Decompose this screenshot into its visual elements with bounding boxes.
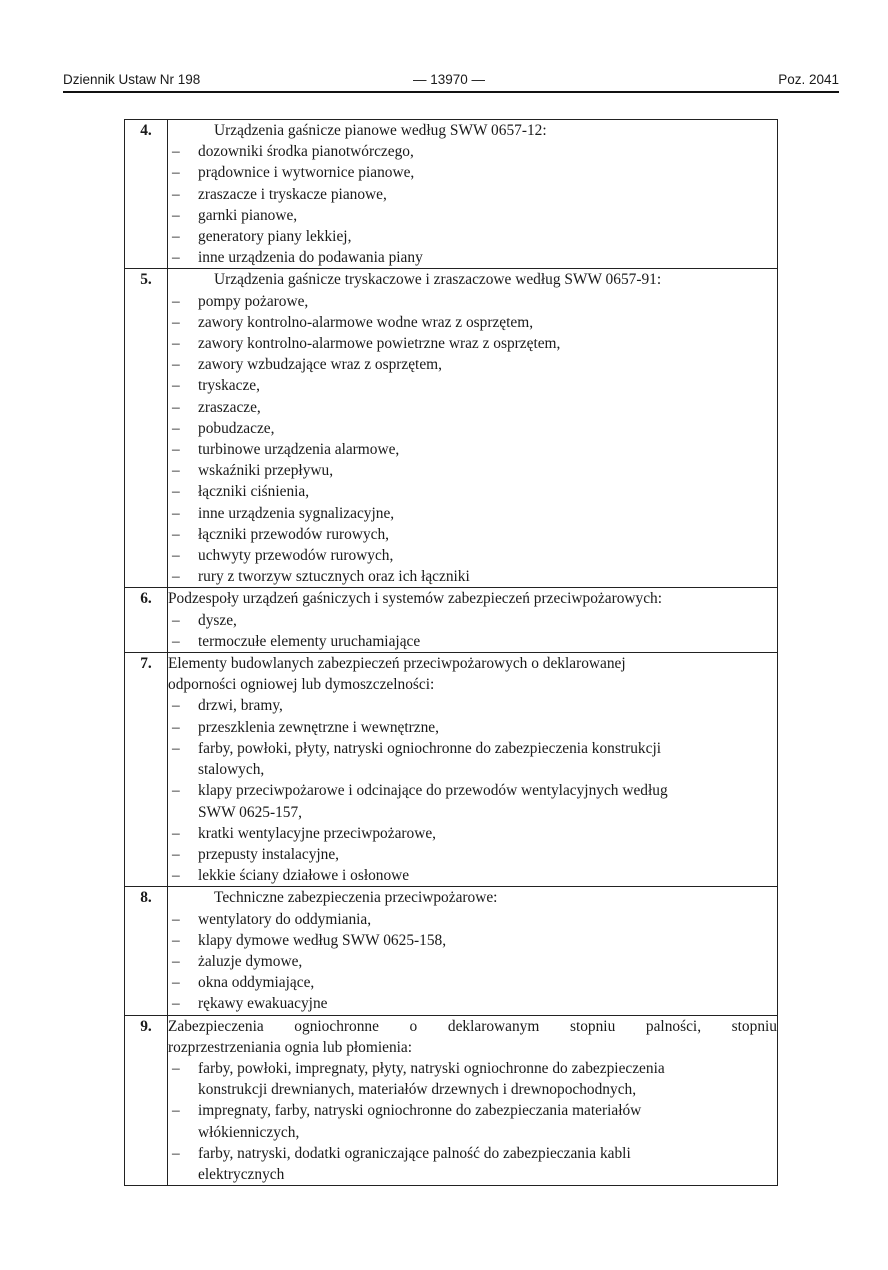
table-row (125, 588, 778, 653)
list-item: – wentylatory do oddymiania, (168, 909, 777, 930)
dash-marker: – (172, 568, 180, 586)
dash-marker: – (172, 1144, 180, 1162)
table-row (125, 653, 778, 887)
list-item: – uchwyty przewodów rurowych, (168, 545, 777, 566)
dash-marker: – (172, 611, 180, 629)
dash-marker: – (172, 441, 180, 459)
list-item: – zawory kontrolno-alarmowe powietrzne wraz z osprzętem, (168, 333, 777, 354)
row-content (168, 120, 778, 269)
dash-marker: – (172, 739, 180, 757)
dash-marker: – (172, 504, 180, 522)
row-number: 7. (125, 653, 168, 887)
list-item: – prądownice i wytwornice pianowe, (168, 162, 777, 183)
list-item-continuation: elektrycznych (198, 1165, 285, 1183)
list-item: – farby, powłoki, płyty, natryski ogniochronne do zabezpieczenia konstrukcji (168, 738, 777, 759)
dash-marker: – (172, 377, 180, 395)
list-item: – dysze, (168, 610, 777, 631)
dash-marker: – (172, 910, 180, 928)
dash-marker: – (172, 547, 180, 565)
row-number: 5. (125, 269, 168, 588)
list-item: – tryskacze, (168, 375, 777, 396)
list-item: – łączniki przewodów rurowych, (168, 524, 777, 545)
dash-marker: – (172, 995, 180, 1013)
row-title: Urządzenia gaśnicze tryskaczowe i zraszaczowe według SWW 0657-91: (214, 271, 662, 289)
list-item: – kratki wentylacyjne przeciwpożarowe, (168, 823, 777, 844)
row-content (168, 653, 778, 887)
row-content (168, 588, 778, 653)
dash-marker: – (172, 782, 180, 800)
row-title-line: Elementy budowlanych zabezpieczeń przeciwpożarowych o deklarowanej (168, 655, 626, 673)
list-item: – generatory piany lekkiej, (168, 226, 777, 247)
dash-marker: – (172, 525, 180, 543)
list-item: – okna oddymiające, (168, 972, 777, 993)
dash-marker: – (172, 632, 180, 650)
dash-marker: – (172, 419, 180, 437)
list-item: – farby, natryski, dodatki ograniczające palność do zabezpieczania kabli (168, 1143, 777, 1164)
row-title-line: Zabezpieczenia ogniochronne o deklarowanym stopniu palności, stopniu (168, 1017, 777, 1035)
list-item: – pompy pożarowe, (168, 291, 777, 312)
row-content (168, 887, 778, 1015)
row-title-line: odporności ogniowej lub dymoszczelności: (168, 676, 435, 694)
dash-marker: – (172, 1059, 180, 1077)
list-item-continuation: SWW 0625-157, (198, 803, 303, 821)
list-item: – rękawy ewakuacyjne (168, 993, 777, 1014)
page-header (63, 72, 839, 92)
dash-marker: – (172, 845, 180, 863)
list-item: – turbinowe urządzenia alarmowe, (168, 439, 777, 460)
row-title-line: rozprzestrzeniania ognia lub płomienia: (168, 1038, 413, 1056)
list-item: – żaluzje dymowe, (168, 951, 777, 972)
list-item: – zawory wzbudzające wraz z osprzętem, (168, 354, 777, 375)
dash-marker: – (172, 185, 180, 203)
header-rule (63, 91, 839, 93)
dash-marker: – (172, 697, 180, 715)
dash-marker: – (172, 974, 180, 992)
row-title: Urządzenia gaśnicze pianowe według SWW 0657-12: (214, 122, 547, 139)
list-item: – lekkie ściany działowe i osłonowe (168, 865, 777, 886)
row-content (168, 269, 778, 588)
list-item-continuation: konstrukcji drewnianych, materiałów drzewnych i drewnopochodnych, (198, 1081, 637, 1099)
dash-marker: – (172, 206, 180, 224)
dash-marker: – (172, 249, 180, 267)
list-item: – termoczułe elementy uruchamiające (168, 631, 777, 652)
list-item: – zraszacze, (168, 397, 777, 418)
dash-marker: – (172, 824, 180, 842)
dash-marker: – (172, 1102, 180, 1120)
table-row (125, 1015, 778, 1186)
row-title: Techniczne zabezpieczenia przeciwpożarowe: (214, 889, 498, 907)
list-item-continuation: włókienniczych, (198, 1123, 300, 1141)
journal-title: Dziennik Ustaw Nr 198 (63, 72, 201, 87)
dash-marker: – (172, 164, 180, 182)
dash-marker: – (172, 313, 180, 331)
dash-marker: – (172, 462, 180, 480)
table-row (125, 269, 778, 588)
table-row (125, 887, 778, 1015)
dash-marker: – (172, 931, 180, 949)
list-item: – farby, powłoki, impregnaty, płyty, natryski ogniochronne do zabezpieczenia (168, 1058, 777, 1079)
dash-marker: – (172, 228, 180, 246)
row-title: Podzespoły urządzeń gaśniczych i systemów zabezpieczeń przeciwpożarowych: (168, 590, 662, 608)
dash-marker: – (172, 867, 180, 885)
table-row (125, 120, 778, 269)
dash-marker: – (172, 718, 180, 736)
list-item: – impregnaty, farby, natryski ogniochronne do zabezpieczania materiałów (168, 1100, 777, 1121)
list-item: – inne urządzenia do podawania piany (168, 247, 777, 268)
list-item: – przepusty instalacyjne, (168, 844, 777, 865)
row-number: 6. (125, 588, 168, 653)
equipment-table (124, 119, 778, 1186)
row-number: 8. (125, 887, 168, 1015)
dash-marker: – (172, 952, 180, 970)
list-item: – zawory kontrolno-alarmowe wodne wraz z osprzętem, (168, 312, 777, 333)
position-number: Poz. 2041 (778, 72, 839, 87)
list-item: – inne urządzenia sygnalizacyjne, (168, 503, 777, 524)
row-number: 9. (125, 1015, 168, 1186)
list-item: – zraszacze i tryskacze pianowe, (168, 184, 777, 205)
list-item: – rury z tworzyw sztucznych oraz ich łączniki (168, 566, 777, 587)
list-item: – przeszklenia zewnętrzne i wewnętrzne, (168, 717, 777, 738)
list-item: – dozowniki środka pianotwórczego, (168, 141, 777, 162)
row-content (168, 1015, 778, 1186)
dash-marker: – (172, 483, 180, 501)
list-item: – klapy przeciwpożarowe i odcinające do przewodów wentylacyjnych według (168, 780, 777, 801)
dash-marker: – (172, 356, 180, 374)
list-item: – łączniki ciśnienia, (168, 481, 777, 502)
dash-marker: – (172, 143, 180, 161)
list-item: – pobudzacze, (168, 418, 777, 439)
row-number: 4. (125, 120, 168, 269)
list-item-continuation: stalowych, (198, 761, 265, 779)
dash-marker: – (172, 398, 180, 416)
dash-marker: – (172, 292, 180, 310)
list-item: – wskaźniki przepływu, (168, 460, 777, 481)
list-item: – drzwi, bramy, (168, 695, 777, 716)
list-item: – klapy dymowe według SWW 0625-158, (168, 930, 777, 951)
list-item: – garnki pianowe, (168, 205, 777, 226)
page-number: — 13970 — (413, 72, 486, 87)
dash-marker: – (172, 335, 180, 353)
